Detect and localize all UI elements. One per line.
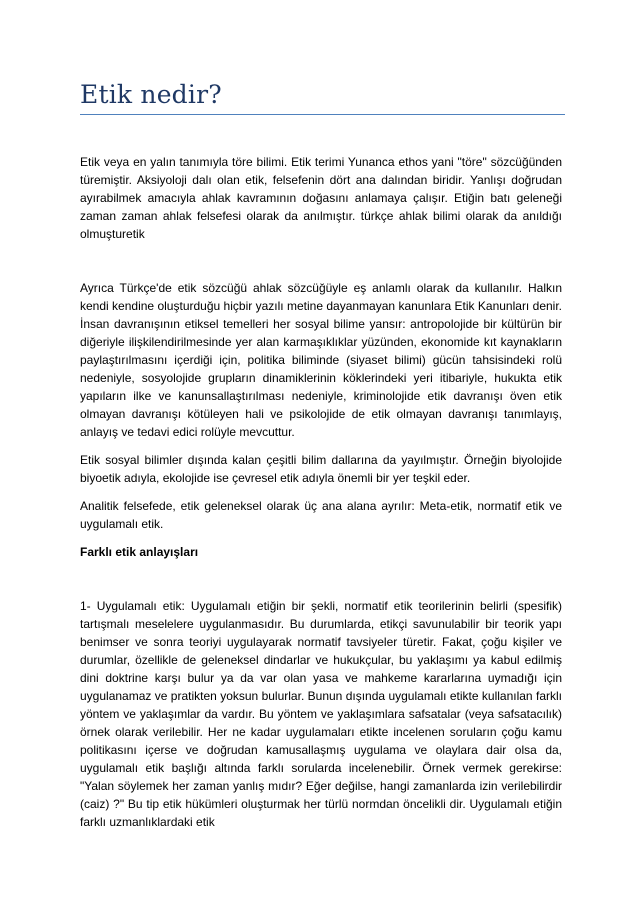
page-title: Etik nedir?: [80, 80, 222, 109]
paragraph-other-sciences: Etik sosyal bilimler dışında kalan çeşitli bilim dallarına da yayılmıştır. Örneğin biyolojide biyoetik adıyla, ekolojide ise çevresel etik adıyla önemli bir yer teşkil eder.: [80, 453, 562, 485]
section-heading: Farklı etik anlayışları: [80, 545, 199, 559]
paragraph-spacer: [80, 487, 562, 497]
paragraph-spacer: [80, 243, 562, 279]
paragraph-intro: Etik veya en yalın tanımıyla töre bilimi. Etik terimi Yunanca ethos yani "töre" sözcüğünden türemiştir. Aksiyoloji dalı olan etik, felsefenin dört ana dalından biridir. Yanlışı doğrudan ayırabilmek amacıyla ahlak kavramının doğasını anlamaya çalışır. Etiğin batı geleneği zaman zaman ahlak felsefesi olarak da anılmıştır. türkçe ahlak bilimi olarak da anıldığı olmuşturetik: [80, 155, 562, 241]
paragraph-analytic-philosophy: Analitik felsefede, etik geleneksel olarak üç ana alana ayrılır: Meta-etik, normatif etik ve uygulamalı etik.: [80, 499, 562, 531]
paragraph-spacer: [80, 533, 562, 543]
paragraph-spacer: [80, 561, 562, 597]
paragraph-spacer: [80, 441, 562, 451]
title-underline: [80, 114, 565, 115]
document-body: [80, 153, 562, 831]
paragraph-social-sciences: Ayrıca Türkçe'de etik sözcüğü ahlak sözcüğüyle eş anlamlı olarak da kullanılır. Halkın kendi kendine oluşturduğu hiçbir yazılı metine dayanmayan kanunlara Etik Kanunları denir. İnsan davranışının etiksel temelleri her sosyal bilime yansır: antropolojide bir kültürün bir diğeriyle ilişkilendirilmesinde yer alan karmaşıklıklar yüzünden, ekonomide kıt kaynakların paylaştırılmasını içerdiği için, politika biliminde (siyaset bilimi) gücün tahsisindeki rolü nedeniyle, sosyolojide grupların dinamiklerinin köklerindeki yeri itibariyle, hukukta etik yapıların ilke ve kanunsallaştırılması nedeniyle, kriminolojide etik davranışı öven etik olmayan davranışı kötüleyen hali ve psikolojide de etik olmayan davranışı tanımlayış, anlayış ve tedavi edici rolüyle mevcuttur.: [80, 281, 562, 439]
paragraph-applied-ethics: 1- Uygulamalı etik: Uygulamalı etiğin bir şekli, normatif etik teorilerinin belirli (spesifik) tartışmalı meselelere uygulanmasıdır. Bu durumlarda, etikçi savunulabilir bir teorik yapı benimser ve sonra teoriyi uygulayarak normatif tavsiyeler türetir. Fakat, çoğu kişiler ve durumlar, özellikle de geleneksel dindarlar ve hukukçular, bu yaklaşımı ya kabul edilmiş dini doktrine karşı bulur ya da var olan yasa ve mahkeme kararlarına uymadığı için uygulanamaz ve pratikten yoksun bulurlar. Bunun dışında uygulamalı etikte kullanılan farklı yöntem ve yaklaşımlar da vardır. Bu yöntem ve yaklaşımlara safsatalar (veya safsatacılık) örnek olarak verilebilir. Her ne kadar uygulamaları etikte incelenen soruların çoğu kamu politikasını içerse ve doğrudan kamusallaşmış uygulama ve olaylara dair olsa da, uygulamalı etik başlığı altında farklı sorularda incelenebilir. Örnek vermek gerekirse: "Yalan söylemek her zaman yanlış mıdır? Eğer değilse, hangi zamanlarda izin verilebilirdir (caiz) ?" Bu tip etik hükümleri oluşturmak her türlü normdan öncelikli dir. Uygulamalı etiğin farklı uzmanlıklardaki etik: [80, 599, 562, 829]
